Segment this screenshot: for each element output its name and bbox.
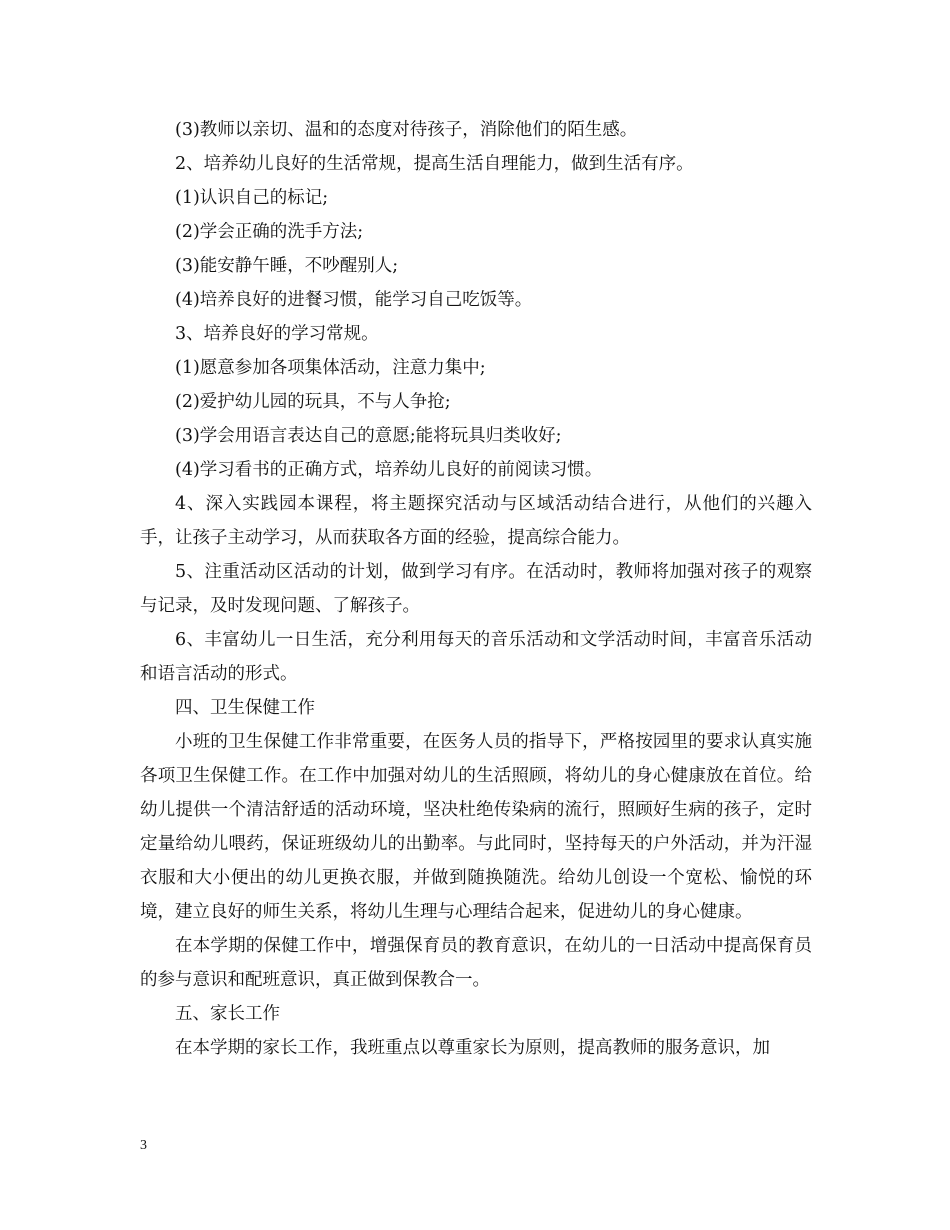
paragraph: 小班的卫生保健工作非常重要，在医务人员的指导下，严格按园里的要求认真实施各项卫生保健工作。在工作中加强对幼儿的生活照顾，将幼儿的身心健康放在首位。给幼儿提供一个清洁舒适的活动环境，坚决杜绝传染病的流行，照顾好生病的孩子，定时定量给幼儿喂药，保证班级幼儿的出勤率。与此同时，坚持每天的户外活动，并为汗湿衣服和大小便出的幼儿更换衣服，并做到随换随洗。给幼儿创设一个宽松、愉悦的环境，建立良好的师生关系，将幼儿生理与心理结合起来，促进幼儿的身心健康。 [140, 732, 812, 922]
document-body [140, 113, 812, 1065]
paragraph: 4、深入实践园本课程，将主题探究活动与区域活动结合进行，从他们的兴趣入手，让孩子主动学习，从而获取各方面的经验，提高综合能力。 [140, 494, 812, 548]
paragraph: 6、丰富幼儿一日生活，充分利用每天的音乐活动和文学活动时间，丰富音乐活动和语言活动的形式。 [140, 630, 812, 684]
paragraph: 3、培养良好的学习常规。 [175, 324, 379, 344]
paragraph: 5、注重活动区活动的计划，做到学习有序。在活动时，教师将加强对孩子的观察与记录，及时发现问题、了解孩子。 [140, 562, 812, 616]
section-heading: 四、卫生保健工作 [175, 698, 315, 718]
paragraph: (1)愿意参加各项集体活动，注意力集中; [175, 358, 486, 378]
paragraph: (2)爱护幼儿园的玩具，不与人争抢; [175, 392, 451, 412]
paragraph: (3)教师以亲切、温和的态度对待孩子，消除他们的陌生感。 [175, 120, 638, 140]
paragraph: (2)学会正确的洗手方法; [175, 222, 364, 242]
paragraph: (1)认识自己的标记; [175, 188, 329, 208]
page-number: 3 [140, 1138, 147, 1153]
paragraph: 在本学期的家长工作，我班重点以尊重家长为原则，提高教师的服务意识，加 [175, 1038, 770, 1058]
paragraph: (3)学会用语言表达自己的意愿;能将玩具归类收好; [175, 426, 562, 446]
paragraph: (4)学习看书的正确方式，培养幼儿良好的前阅读习惯。 [175, 460, 603, 480]
paragraph: 在本学期的保健工作中，增强保育员的教育意识，在幼儿的一日活动中提高保育员的参与意识和配班意识，真正做到保教合一。 [140, 936, 812, 990]
paragraph: 2、培养幼儿良好的生活常规，提高生活自理能力，做到生活有序。 [175, 154, 694, 174]
paragraph: (4)培养良好的进餐习惯，能学习自己吃饭等。 [175, 290, 533, 310]
section-heading: 五、家长工作 [175, 1004, 280, 1024]
paragraph: (3)能安静午睡，不吵醒别人; [175, 256, 399, 276]
